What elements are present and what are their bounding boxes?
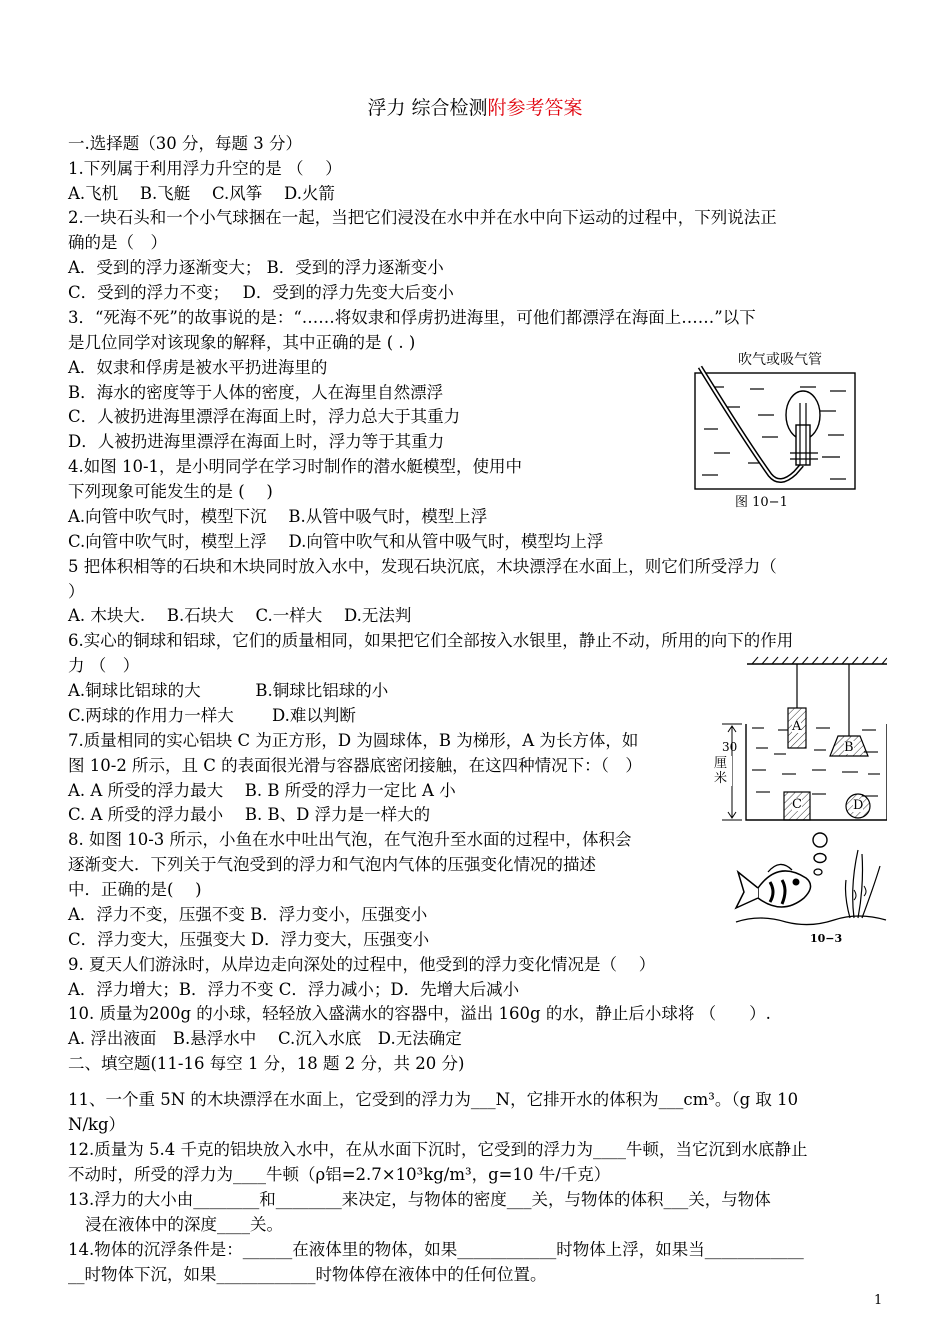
question-line: ） — [68, 582, 85, 601]
page-title — [0, 93, 950, 120]
question-line: __时物体下沉，如果____________时物体停在液体中的任何位置。 — [68, 1265, 547, 1284]
option-line: A. 木块大. B.石块大 C.一样大 D.无法判 — [68, 606, 412, 625]
question-line: 10. 质量为200g 的小球，轻轻放入盛满水的容器中，溢出 160g 的水，静止后小球将 （ ）. — [68, 1004, 771, 1023]
option-line: C．受到的浮力不变； D．受到的浮力先变大后变小 — [68, 283, 454, 302]
option-line: A.飞机 B.飞艇 C.风筝 D.火箭 — [68, 184, 335, 203]
option-line: C．浮力变大，压强变大 D．浮力变大，压强变小 — [68, 930, 430, 949]
option-line: D．人被扔进海里漂浮在海面上时，浮力等于其重力 — [68, 432, 445, 451]
question-line: 6.实心的铜球和铝球，它们的质量相同，如果把它们全部按入水银里，静止不动，所用的向下的作用 — [68, 631, 794, 650]
option-line: A．浮力增大；B．浮力不变 C．浮力减小；D．先增大后减小 — [68, 980, 520, 999]
question-line: 14.物体的沉浮条件是：______在液体里的物体，如果____________时物体上浮，如果当____________ — [68, 1240, 804, 1259]
option-line: C.向管中吹气时，模型上浮 D.向管中吹气和从管中吸气时，模型均上浮 — [68, 532, 604, 551]
question-line: 逐渐变大．下列关于气泡受到的浮力和气泡内气体的压强变化情况的描述 — [68, 855, 596, 874]
question-line: 是几位同学对该现象的解释，其中正确的是 ( . ) — [68, 333, 416, 352]
title-answer-note: 附参考答案 — [487, 97, 583, 119]
figure-10-3 — [730, 826, 890, 946]
figure-10-2 — [712, 656, 887, 826]
question-line: 11、一个重 5N 的木块漂浮在水面上，它受到的浮力为___N，它排开水的体积为___cm³。（g 取 10 — [68, 1090, 799, 1109]
block-label-b: B — [844, 740, 854, 755]
question-line: 4.如图 10-1，是小明同学在学习时制作的潜水艇模型，使用中 — [68, 457, 523, 476]
height-unit: 厘米 — [714, 756, 732, 786]
question-line: 9. 夏天人们游泳时，从岸边走向深处的过程中，他受到的浮力变化情况是（ ） — [68, 955, 656, 974]
question-line: 7.质量相同的实心铝块 C 为正方形，D 为圆球体，B 为梯形，A 为长方体，如 — [68, 731, 639, 750]
question-line: 不动时，所受的浮力为____牛顿（ρ铝=2.7×10³kg/m³，g=10 牛/千克） — [68, 1165, 611, 1184]
option-line: B．海水的密度等于人体的密度，人在海里自然漂浮 — [68, 383, 444, 402]
option-line: A.铜球比铝球的大 B.铜球比铝球的小 — [68, 681, 389, 700]
section-heading: 一.选择题（30 分，每题 3 分） — [68, 134, 302, 153]
question-line: 2.一块石头和一个小气球捆在一起，当把它们浸没在水中并在水中向下运动的过程中，下列说法正 — [68, 208, 777, 227]
question-line: 8. 如图 10-3 所示，小鱼在水中吐出气泡，在气泡升至水面的过程中，体积会 — [68, 830, 632, 849]
question-line: 浸在液体中的深度____关。 — [85, 1215, 283, 1234]
figure-10-1 — [690, 345, 865, 510]
option-line: C. A 所受的浮力最小 B. B、D 浮力是一样大的 — [68, 805, 431, 824]
question-line: 13.浮力的大小由________和________来决定，与物体的密度___关，与物体的体积___关，与物体 — [68, 1190, 771, 1209]
block-label-c: C — [792, 797, 802, 812]
option-line: C．人被扔进海里漂浮在海面上时，浮力总大于其重力 — [68, 407, 461, 426]
question-line: 确的是（ ） — [68, 233, 167, 252]
question-line: 下列现象可能发生的是 ( ) — [68, 482, 273, 501]
option-line: A.向管中吹气时，模型下沉 B.从管中吸气时，模型上浮 — [68, 507, 488, 526]
tube-label: 吹气或吸气管 — [738, 352, 822, 368]
option-line: A．浮力不变，压强不变 B．浮力变小，压强变小 — [68, 905, 428, 924]
question-line: 12.质量为 5.4 千克的铝块放入水中，在从水面下沉时，它受到的浮力为____牛顿，当它沉到水底静止 — [68, 1140, 808, 1159]
block-label-d: D — [853, 798, 864, 813]
figure-caption: 10−3 — [810, 932, 843, 945]
option-line: A．奴隶和俘虏是被水平扔进海里的 — [68, 358, 328, 377]
question-line: 力 （ ） — [68, 656, 140, 675]
submarine-model-diagram — [690, 345, 865, 510]
question-line: 1.下列属于利用浮力升空的是 （ ） — [68, 159, 342, 178]
figure-caption: 图 10−1 — [735, 495, 788, 510]
section-heading: 二、填空题(11-16 每空 1 分，18 题 2 分，共 20 分) — [68, 1054, 465, 1073]
option-line: A. 浮出液面 B.悬浮水中 C.沉入水底 D.无法确定 — [68, 1029, 462, 1048]
question-line: 中．正确的是( ) — [68, 880, 202, 899]
title-main: 浮力 综合检测 — [367, 97, 488, 119]
height-value: 30 — [722, 740, 738, 754]
option-line: A. A 所受的浮力最大 B. B 所受的浮力一定比 A 小 — [68, 781, 456, 800]
question-line: 图 10-2 所示，且 C 的表面很光滑与容器底密闭接触，在这四种情况下：（ ） — [68, 756, 642, 775]
question-line: 5 把体积相等的石块和木块同时放入水中，发现石块沉底，木块漂浮在水面上，则它们所受浮力（ — [68, 557, 777, 576]
question-line: N/kg） — [68, 1115, 126, 1134]
option-line: A．受到的浮力逐渐变大； B．受到的浮力逐渐变小 — [68, 258, 444, 277]
block-label-a: A — [792, 719, 802, 734]
fish-bubbles-diagram — [730, 826, 890, 946]
page-number: 1 — [874, 1293, 883, 1308]
option-line: C.两球的作用力一样大 D.难以判断 — [68, 706, 356, 725]
question-line: 3．“死海不死”的故事说的是：“……将奴隶和俘虏扔进海里，可他们都漂浮在海面上……”以下 — [68, 308, 756, 327]
